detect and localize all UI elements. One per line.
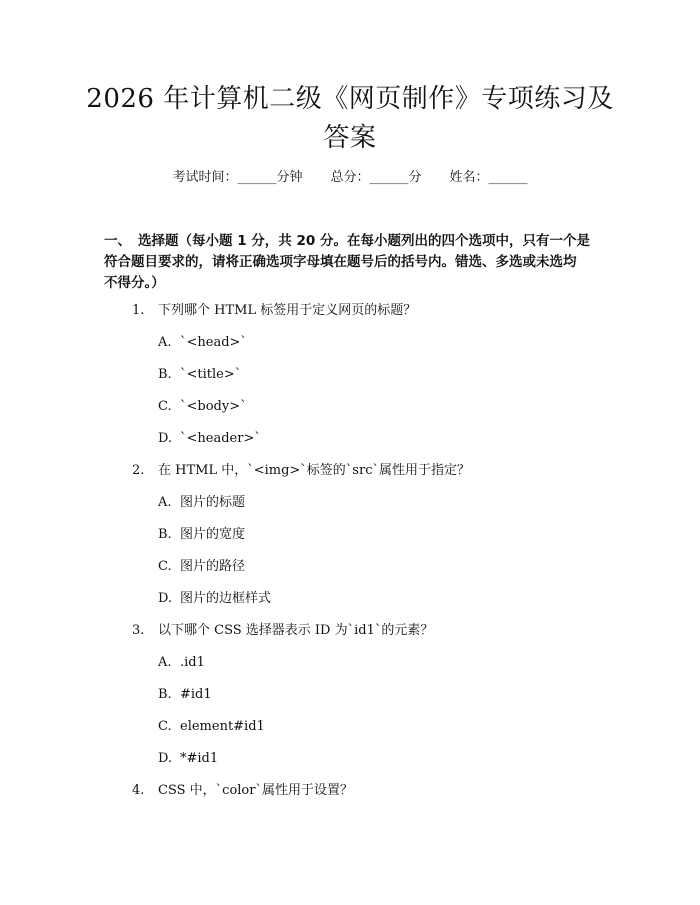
option-text: *#id1	[180, 751, 219, 766]
option-letter: C.	[158, 719, 172, 734]
question-text: 以下哪个 CSS 选择器表示 ID 为`id1`的元素？	[158, 623, 434, 638]
section-heading	[104, 231, 598, 294]
option-text: #id1	[180, 687, 212, 702]
option-letter: D.	[158, 751, 173, 766]
question-3	[132, 622, 433, 640]
option-text: 图片的边框样式	[180, 591, 272, 606]
question-3-option-a[interactable]	[158, 654, 205, 672]
option-text: `<head>`	[180, 335, 247, 350]
option-text: 图片的宽度	[180, 527, 246, 542]
question-1-option-d[interactable]	[158, 430, 261, 448]
exam-info-line	[0, 168, 700, 188]
option-letter: D.	[158, 431, 173, 446]
option-text: 图片的路径	[180, 559, 246, 574]
question-1-option-c[interactable]	[158, 398, 247, 416]
question-number: 4.	[132, 783, 145, 798]
option-text: element#id1	[180, 719, 265, 734]
question-3-option-d[interactable]	[158, 750, 218, 768]
question-number: 2.	[132, 463, 145, 478]
question-2-option-a[interactable]	[158, 494, 245, 512]
section-heading-line-2: 符合题目要求的，请将正确选项字母填在题号后的括号内。错选、多选或未选均	[104, 254, 577, 270]
question-1	[132, 302, 416, 320]
question-text: 下列哪个 HTML 标签用于定义网页的标题？	[158, 303, 417, 318]
option-letter: A.	[158, 655, 172, 670]
question-text: CSS 中，`color`属性用于设置？	[158, 783, 353, 798]
option-text: `<title>`	[180, 367, 242, 382]
question-2-option-c[interactable]	[158, 558, 245, 576]
question-4	[132, 782, 353, 800]
option-letter: A.	[158, 495, 172, 510]
question-1-option-a[interactable]	[158, 334, 247, 352]
option-letter: B.	[158, 527, 172, 542]
option-text: `<header>`	[180, 431, 261, 446]
option-letter: A.	[158, 335, 172, 350]
option-letter: B.	[158, 367, 172, 382]
option-letter: C.	[158, 559, 172, 574]
option-text: .id1	[180, 655, 205, 670]
option-text: `<body>`	[180, 399, 247, 414]
question-2	[132, 462, 470, 480]
option-text: 图片的标题	[180, 495, 246, 510]
question-number: 3.	[132, 623, 145, 638]
option-letter: B.	[158, 687, 172, 702]
student-name-label: 姓名：______	[449, 170, 528, 185]
question-2-option-d[interactable]	[158, 590, 271, 608]
section-number: 一、	[104, 233, 131, 249]
question-text: 在 HTML 中，`<img>`标签的`src`属性用于指定？	[158, 463, 470, 478]
question-3-option-b[interactable]	[158, 686, 212, 704]
option-letter: D.	[158, 591, 173, 606]
option-letter: C.	[158, 399, 172, 414]
section-heading-line-3: 不得分。）	[104, 275, 165, 291]
exam-time-label: 考试时间：______分钟	[172, 170, 303, 185]
question-3-option-c[interactable]	[158, 718, 265, 736]
question-1-option-b[interactable]	[158, 366, 241, 384]
question-2-option-b[interactable]	[158, 526, 245, 544]
page-title-line-2: 答案	[323, 123, 377, 153]
page-title-line-1: 2026 年计算机二级《网页制作》专项练习及	[86, 84, 614, 114]
section-heading-line-1: 一、 选择题（每小题 1 分，共 20 分。在每小题列出的四个选项中，只有一个是	[104, 231, 598, 252]
question-number: 1.	[132, 303, 145, 318]
total-score-label: 总分：______分	[330, 170, 422, 185]
